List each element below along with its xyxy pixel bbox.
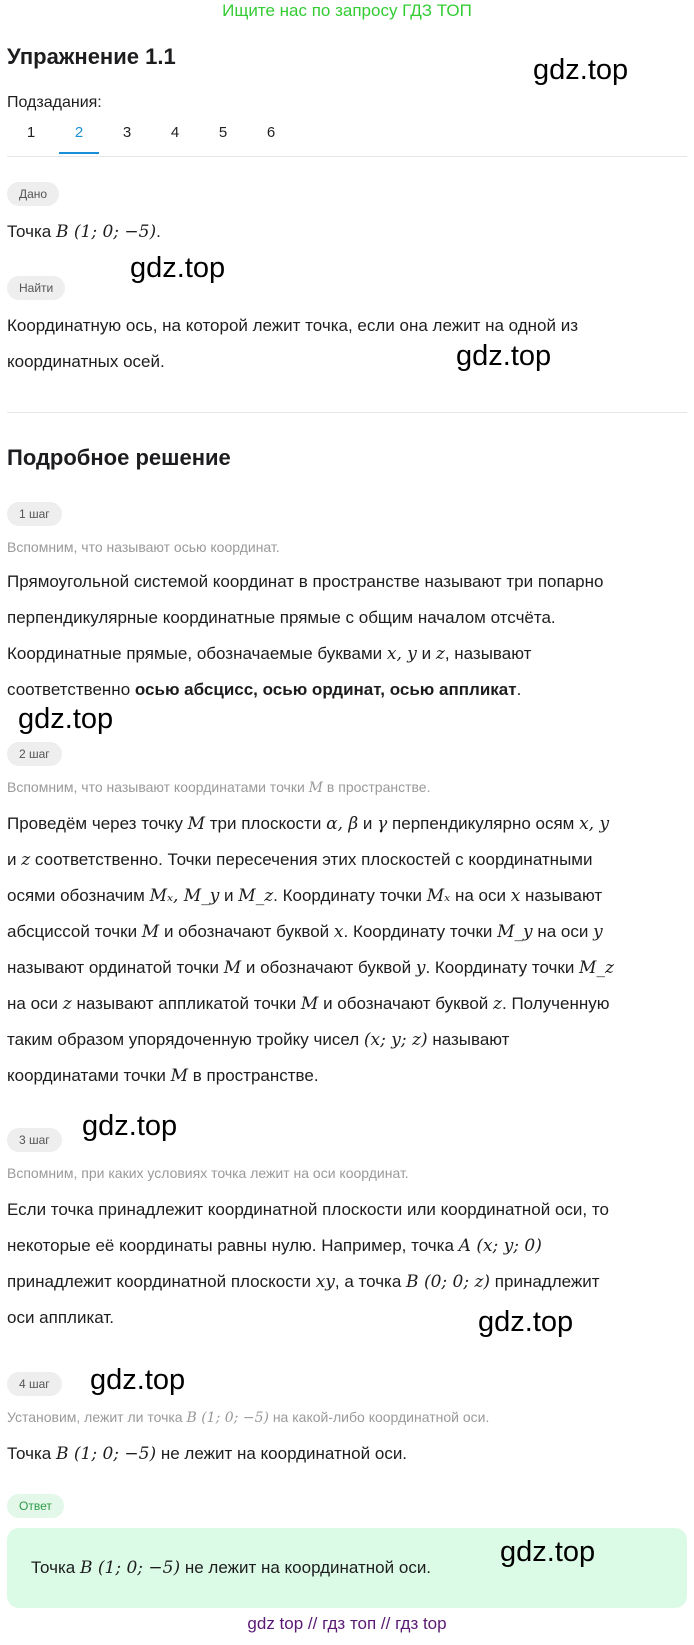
step-2-line (7, 806, 687, 842)
text: называют (427, 1030, 510, 1049)
text: называют аппликатой точки (71, 994, 301, 1013)
text: . Координату точки (273, 886, 427, 905)
math: Mₓ, M_y (149, 886, 220, 906)
text: называют ординатой точки (7, 958, 224, 977)
step-3-hint: Вспомним, при каких условиях точка лежит на оси координат. (7, 1165, 409, 1181)
step-3-line: оси аппликат. (7, 1308, 114, 1327)
search-banner: Ищите нас по запросу ГДЗ ТОП (222, 1, 472, 20)
text: . Координату точки (425, 958, 580, 977)
text: три плоскости (205, 814, 327, 833)
subtask-tabs (7, 118, 295, 154)
text: на оси (450, 886, 511, 905)
step-2-pill: 2 шаг (7, 742, 62, 766)
math: M (141, 922, 160, 942)
math: x, y (386, 644, 417, 664)
math: xy (315, 1272, 335, 1292)
text: , называют (444, 644, 532, 663)
step-4-line (7, 1436, 687, 1472)
math: z (493, 994, 502, 1014)
text: . Координату точки (343, 922, 498, 941)
step-2-line (7, 1022, 687, 1058)
math: M (187, 814, 206, 834)
math: B (0; 0; z) (406, 1272, 491, 1292)
math: M (308, 780, 324, 796)
step-1-line (7, 636, 687, 672)
text: , а точка (334, 1272, 407, 1291)
text: и (416, 644, 436, 663)
math: M_z (579, 958, 614, 978)
text: Проведём через точку (7, 814, 188, 833)
step-4-hint (7, 1406, 687, 1429)
find-pill: Найти (7, 276, 65, 300)
watermark: gdz.top (533, 54, 629, 86)
watermark: gdz.top (90, 1364, 186, 1396)
subtask-tab-4[interactable]: 4 (170, 124, 180, 141)
solution-title: Подробное решение (7, 445, 231, 470)
math: z (21, 850, 31, 870)
text: на какой-либо координатной оси. (268, 1409, 490, 1425)
watermark: gdz.top (82, 1110, 178, 1142)
text: соответственно (7, 680, 135, 699)
subtask-tab-1[interactable]: 1 (26, 124, 36, 141)
text: Точка (7, 1444, 56, 1463)
math: x (333, 922, 344, 942)
math: M_z (238, 886, 274, 906)
math: B (1; 0; −5) (186, 1410, 269, 1426)
text: некоторые её координаты равны нулю. Например, точка (7, 1236, 459, 1255)
math: x (510, 886, 521, 906)
step-2-line (7, 986, 687, 1022)
math: M_y (497, 922, 533, 942)
watermark: gdz.top (456, 340, 552, 372)
math: B (1; 0; −5) (79, 1558, 181, 1578)
given-text (7, 214, 687, 250)
math: M (223, 958, 242, 978)
step-1-line: перпендикулярные координатные прямые с общим началом отсчёта. (7, 608, 556, 627)
watermark: gdz.top (130, 252, 226, 284)
step-4-pill: 4 шаг (7, 1372, 62, 1396)
given-math: B (1; 0; −5) (55, 222, 157, 242)
math: γ (377, 814, 388, 834)
text: в пространстве. (323, 779, 431, 795)
watermark: gdz.top (500, 1536, 596, 1568)
math: (x; y; z) (363, 1030, 428, 1050)
text: . (516, 680, 522, 699)
math: A (x; y; 0) (458, 1236, 542, 1256)
subtask-tab-5[interactable]: 5 (218, 124, 228, 141)
subtasks-label: Подзадания: (7, 94, 102, 111)
text: на оси (7, 994, 63, 1013)
text: и (7, 850, 22, 869)
step-2-line (7, 878, 687, 914)
watermark: gdz.top (18, 703, 114, 735)
subtask-tab-3[interactable]: 3 (122, 124, 132, 141)
text: принадлежит координатной плоскости (7, 1272, 316, 1291)
text: осями обозначим (7, 886, 150, 905)
watermark: gdz.top (478, 1306, 574, 1338)
divider (7, 412, 687, 413)
step-1-pill: 1 шаг (7, 502, 62, 526)
text: перпендикулярно осям (387, 814, 580, 833)
text: . Полученную (502, 994, 610, 1013)
find-line-2: координатных осей. (7, 352, 165, 371)
text: и обозначают буквой (241, 958, 416, 977)
text: в пространстве. (188, 1066, 319, 1085)
text: соответственно. Точки пересечения этих плоскостей с координатными (30, 850, 593, 869)
math: Mₓ (426, 886, 451, 906)
given-suffix: . (156, 222, 161, 241)
step-1-hint: Вспомним, что называют осью координат. (7, 539, 280, 555)
subtask-tab-2[interactable]: 2 (55, 118, 103, 154)
subtask-tab-6[interactable]: 6 (266, 124, 276, 141)
text: таким образом упорядоченную тройку чисел (7, 1030, 364, 1049)
step-1-line: Прямоугольной системой координат в пространстве называют три попарно (7, 572, 604, 591)
text: и (358, 814, 378, 833)
step-2-line (7, 842, 687, 878)
text: и (219, 886, 239, 905)
text: и обозначают буквой (159, 922, 334, 941)
math: y (593, 922, 603, 942)
math: α, β (326, 814, 359, 834)
math: x, y (579, 814, 610, 834)
text: Точка (31, 1558, 80, 1577)
step-2-line (7, 950, 687, 986)
answer-pill: Ответ (7, 1494, 64, 1518)
step-2-hint (7, 776, 687, 799)
text: называют (520, 886, 603, 905)
text: Координатные прямые, обозначаемые буквами (7, 644, 387, 663)
text: не лежит на координатной оси. (180, 1558, 432, 1577)
step-3-line (7, 1228, 687, 1264)
text: принадлежит (490, 1272, 600, 1291)
footer-links[interactable]: gdz top // гдз топ // гдз top (247, 1614, 447, 1633)
bold-text: осью абсцисс, осью ординат, осью аппликат (134, 680, 517, 699)
text: координатами точки (7, 1066, 171, 1085)
find-line-1: Координатную ось, на которой лежит точка, если она лежит на одной из (7, 316, 579, 335)
text: Установим, лежит ли точка (7, 1409, 187, 1425)
math: M (170, 1066, 189, 1086)
text: абсциссой точки (7, 922, 142, 941)
divider (7, 156, 687, 157)
math: B (1; 0; −5) (55, 1444, 157, 1464)
step-3-pill: 3 шаг (7, 1128, 62, 1152)
math: y (415, 958, 426, 978)
step-2-line (7, 914, 687, 950)
text: не лежит на координатной оси. (156, 1444, 408, 1463)
math: M (300, 994, 319, 1014)
text: и обозначают буквой (318, 994, 494, 1013)
math: z (435, 644, 445, 664)
step-3-line (7, 1264, 687, 1300)
text: на оси (532, 922, 594, 941)
math: z (62, 994, 72, 1014)
step-3-line: Если точка принадлежит координатной плоскости или координатной оси, то (7, 1200, 609, 1219)
text: Вспомним, что называют координатами точки (7, 779, 309, 795)
page-title: Упражнение 1.1 (7, 44, 176, 69)
given-prefix: Точка (7, 222, 56, 241)
given-pill: Дано (7, 182, 59, 206)
step-2-line (7, 1058, 687, 1094)
answer-text (31, 1552, 431, 1584)
